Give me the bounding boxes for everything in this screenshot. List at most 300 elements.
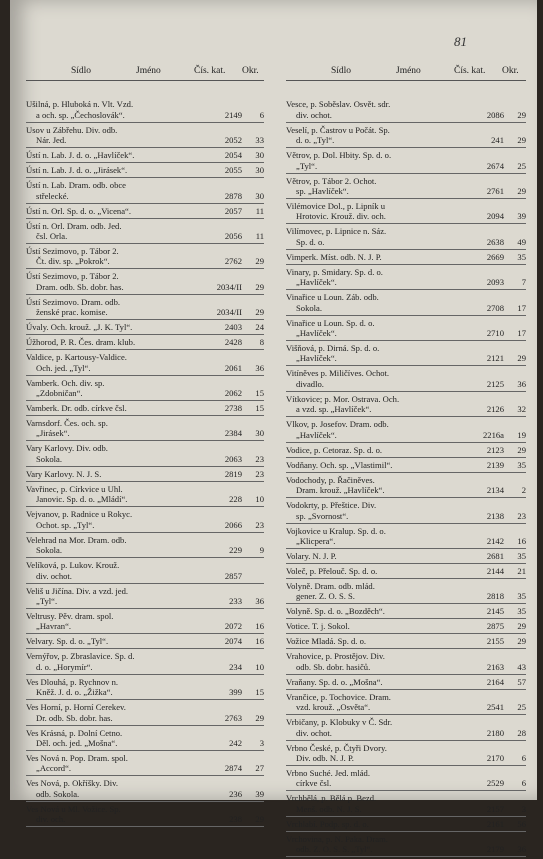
list-item [26,509,264,530]
entry-text: Hrotovic. Krouž. div. och. [296,211,386,222]
catalog-number: 2145 [486,606,504,617]
entry-text: d. o. „Tyl“. [296,135,335,146]
list-item [26,611,264,632]
entry-text: Vrbno Suché. Jed. mlád. [286,767,370,778]
entry-text: Vernýřov, p. Zbraslavice. Sp. d. [26,651,135,662]
divider [26,162,264,163]
district-number: 15 [255,403,264,414]
list-item [286,343,526,364]
catalog-number: 2072 [224,621,242,632]
divider [26,122,264,123]
district-number: 43 [517,661,526,672]
district-number: 24 [255,322,264,333]
entry-text: a och. sp. „Čechoslovák“. [36,109,125,120]
catalog-number: 2878 [224,190,242,201]
district-number: 11 [255,231,264,242]
book-page [10,0,537,855]
list-item [286,768,526,789]
entry-text: Vodice, p. Cetoraz. Sp. d. o. [286,444,383,455]
entry-text: vzd. krouž. „Osvěta“. [296,702,371,713]
entry-text: sp. „Svornost“. [296,510,349,521]
district-number: 7 [521,277,526,288]
entry-text: Velvary. Sp. d. o. „Tyl“. [26,636,109,647]
list-item [286,621,526,631]
district-number: 30 [255,190,264,201]
catalog-number: 2163 [486,661,504,672]
entry-text: Vodochody, p. Řačiněves. [286,474,375,485]
entry-text: Dr. odb. Sb. dobr. has. [36,712,113,723]
list-item [286,793,526,814]
list-item [286,819,526,829]
entry-text: Ústí Sezimovo, p. Tábor 2. [26,246,119,257]
list-item [26,418,264,439]
district-number: 35 [517,591,526,602]
entry-text: „Jirásek“. [36,428,70,439]
list-item [26,99,264,120]
divider [286,223,526,224]
catalog-number: 238 [229,814,242,825]
divider [26,750,264,751]
list-item [26,636,264,646]
entry-text: Votice. T. j. Sokol. [286,621,350,632]
entry-text: Vitíněves p. Miličíves. Ochot. [286,368,390,379]
list-item [26,560,264,581]
entry-text: Vrančice, p. Tochovice. Dram. [286,691,391,702]
list-item [286,368,526,389]
entry-text: Vrchovina, p. N. Paka. Dram. [286,833,388,844]
catalog-number: 2708 [486,302,504,313]
list-item [286,606,526,616]
entry-text: Ušilná, p. Hluboká n. Vlt. Vzd. [26,99,134,110]
district-number: 30 [255,150,264,161]
entry-text: Varnsdorf. Čes. och. sp. [26,418,108,429]
divider [286,618,526,619]
catalog-number: 2157 [486,803,504,814]
district-number: 29 [255,307,264,318]
catalog-number: 399 [229,687,242,698]
divider [26,775,264,776]
entry-text: Veselí, p. Častrov u Počát. Sp. [286,124,390,135]
entry-text: Úvaly. Och. krouž. „J. K. Tyl“. [26,322,133,333]
header-jmeno: Jméno [136,66,161,76]
entry-text: „Havlíček“. [296,277,337,288]
entry-text: Ves Nová, p. Okříšky. Div. [26,778,118,789]
divider [286,122,526,123]
entry-text: Vožice Mladá. Sp. d. o. [286,636,367,647]
catalog-number: 236 [229,788,242,799]
entry-text: „Accord“. [36,763,72,774]
entry-text: Och. jed. „Tyl“. [36,362,91,373]
list-item [26,206,264,216]
divider [286,391,526,392]
divider [26,243,264,244]
list-item [286,419,526,440]
catalog-number: 2034/II [216,281,242,292]
district-number: 21 [517,565,526,576]
district-number: 35 [517,550,526,561]
catalog-number: 242 [229,737,242,748]
district-number: 35 [517,251,526,262]
district-number: 25 [517,702,526,713]
entry-text: Nár. Jed. [36,135,67,146]
entry-text: Vojkovice u Kralup. Sp. d. o. [286,525,386,536]
entry-text: Vavřinec, p. Církvice u Uhl. [26,483,123,494]
district-number: 27 [255,763,264,774]
entry-text: Volyně. Dram. odb. mlád. [286,580,375,591]
entry-text: sp. „Havlíček“. [296,186,349,197]
divider [286,340,526,341]
list-item [26,469,264,479]
catalog-number: 2875 [486,621,504,632]
catalog-number: 2681 [486,550,504,561]
catalog-number: 2874 [224,763,242,774]
catalog-number: 2164 [486,676,504,687]
district-number: 29 [517,621,526,632]
divider [286,523,526,524]
list-item [26,352,264,373]
entry-text: div. ochot. [296,727,332,738]
divider [286,497,526,498]
entry-text: „Havran“. [36,621,72,632]
list-item [26,586,264,607]
catalog-number: 2738 [224,403,242,414]
entry-text: Vraňany. Sp. d. o. „Mošna“. [286,676,383,687]
list-item [286,150,526,171]
entry-text: Vrchbělá, p. Bělá p. Bezd. [286,793,377,804]
divider [26,608,264,609]
list-item [286,176,526,197]
catalog-number: 2086 [486,109,504,120]
district-number: 29 [255,281,264,292]
list-item [286,651,526,672]
catalog-number: 2062 [224,388,242,399]
district-number: 6 [521,752,526,763]
divider [286,831,526,832]
catalog-number: 2149 [224,109,242,120]
entry-text: Ústí n. Lab. J. d. o. „Jirásek“. [26,165,128,176]
district-number: 3 [259,737,264,748]
district-number: 16 [517,535,526,546]
list-item [286,526,526,547]
catalog-number: 2857 [224,570,242,581]
list-item [26,753,264,774]
header-okr: Okr. [242,66,259,76]
divider [286,856,526,857]
entry-text: Janovic. Sp. d. o. „Mládí“. [36,494,128,505]
divider [26,532,264,533]
entry-text: Div. odb. N. J. P. [296,752,354,763]
entry-text: Ves Nová u Ml. Vožice. Sp. [26,803,121,814]
entry-text: střelecké. [36,190,69,201]
entry-text: Velehrad na Mor. Dram. odb. [26,534,127,545]
catalog-number: 2057 [224,205,242,216]
entry-text: Větrov, p. Tábor 2. Ochot. [286,175,377,186]
catalog-number: 2216a [482,429,504,440]
entry-text: Ústí Sezimovo, p. Tábor 2. [26,271,119,282]
divider [26,319,264,320]
list-item [26,150,264,160]
catalog-number: 234 [229,661,242,672]
catalog-number: 2384 [224,428,242,439]
list-item [286,267,526,288]
divider [286,173,526,174]
entry-text: Vrahovice, p. Prostějov. Div. [286,651,385,662]
entry-text: ženské prac. komise. [36,307,108,318]
divider [286,416,526,417]
divider [286,563,526,564]
district-number: 29 [255,256,264,267]
list-item [26,337,264,347]
entry-text: Vamberk. Dr. odb. církve čsl. [26,403,127,414]
catalog-number: 233 [229,595,242,606]
list-item [26,322,264,332]
entry-text: „Tyl“. [36,595,58,606]
entry-text: „Tyl“. [296,160,318,171]
catalog-number: 2074 [224,636,242,647]
district-number: 36 [255,362,264,373]
divider [26,648,264,649]
divider [26,147,264,148]
list-item [286,318,526,339]
entry-text: Sokola. [36,545,63,556]
entry-text: odb. Sb. dobr. hasičů. [296,661,371,672]
entry-text: Vejvanov, p. Radnice u Rokyc. [26,509,133,520]
district-number: 23 [255,468,264,479]
list-item [26,271,264,292]
district-number: 36 [517,378,526,389]
entry-text: Sp. d. o. [296,236,325,247]
entry-text: Sokola. [36,453,63,464]
entry-text: Ochot. sp. „Tyl“. [36,519,95,530]
entry-text: Ves Horní, p. Horní Cerekev. [26,702,126,713]
divider [286,457,526,458]
entry-text: Vrchlabí. Podp. sp. d. o. [286,818,369,829]
district-number: 28 [517,727,526,738]
entry-text: Veliš u Jičína. Div. a vzd. jed. [26,585,129,596]
list-item [26,246,264,267]
list-item [26,778,264,799]
divider [26,294,264,295]
entry-text: d. o. „Horymír“. [36,661,93,672]
list-item [26,651,264,672]
entry-text: Ústí n. Lab. Dram. odb. obce [26,180,126,191]
catalog-number: 2093 [486,277,504,288]
catalog-number: 2403 [224,322,242,333]
list-item [26,804,264,825]
divider [286,790,526,791]
catalog-number: 229 [229,545,242,556]
district-number: 9 [259,545,264,556]
divider [286,264,526,265]
district-number: 15 [255,687,264,698]
divider [286,147,526,148]
list-item [286,743,526,764]
district-number: 8 [259,337,264,348]
district-number: 11 [255,205,264,216]
district-number: 49 [517,236,526,247]
entry-text: Veltrusy. Pěv. dram. spol. [26,610,114,621]
catalog-number: 2063 [224,453,242,464]
catalog-number: 2761 [486,186,504,197]
divider [286,198,526,199]
divider [286,578,526,579]
list-item [26,484,264,505]
catalog-number: 2541 [486,702,504,713]
district-number: 2 [521,485,526,496]
page-number: 81 [454,34,467,49]
list-item [286,692,526,713]
catalog-number: 2134 [486,485,504,496]
catalog-number: 2180 [486,727,504,738]
entry-text: „Klicpera“. [296,535,336,546]
list-item [286,226,526,247]
catalog-number: 2126 [486,404,504,415]
list-item [286,566,526,576]
district-number: 32 [517,404,526,415]
entry-text: Vimperk. Míst. odb. N. J. P. [286,251,382,262]
district-number: 29 [517,636,526,647]
entry-text: gener. Z. O. S. S. [296,591,355,602]
district-number: 35 [517,459,526,470]
catalog-number: 2710 [486,328,504,339]
district-number: 36 [255,595,264,606]
entry-text: Valdice, p. Kartousy-Valdice. [26,352,127,363]
header-jmeno: Jméno [396,66,421,76]
catalog-number: 228 [229,494,242,505]
district-number: 33 [255,135,264,146]
column-header [26,66,264,81]
divider [286,365,526,366]
entry-text: Ústí n. Lab. J. d. o. „Havlíček“. [26,150,135,161]
header-okr: Okr. [502,66,519,76]
district-number: 39 [255,788,264,799]
list-item [26,378,264,399]
entry-text: div. och. [36,814,66,825]
district-number: 19 [517,429,526,440]
entry-text: čsl. Orla. [36,231,68,242]
list-item [286,475,526,496]
entry-text: Volary. N. J. P. [286,550,337,561]
divider [286,289,526,290]
divider [286,548,526,549]
entry-text: Dram. odb. Sb. dobr. has. [36,281,124,292]
list-item [286,834,526,855]
divider [26,801,264,802]
divider [26,349,264,350]
list-item [286,394,526,415]
divider [26,557,264,558]
entry-text: Vilémovice Dol., p. Lipník u [286,201,386,212]
district-number: 29 [517,186,526,197]
catalog-number: 2061 [224,362,242,373]
divider [286,249,526,250]
left-entries [26,99,264,827]
entry-text: Vodokrty, p. Přeštice. Div. [286,500,377,511]
divider [286,674,526,675]
divider [26,826,264,827]
divider [286,689,526,690]
entry-text: Čt. div. sp. „Pokrok“. [36,256,110,267]
district-number: 23 [255,519,264,530]
divider [286,603,526,604]
catalog-number: 2094 [486,211,504,222]
header-cis-kat: Čís. kat. [454,66,486,76]
entry-text: odb. Sokola. [36,788,80,799]
list-item [286,500,526,521]
entry-text: Vlkov, p. Josefov. Dram. odb. [286,419,389,430]
district-number: 36 [517,844,526,855]
entry-text: Vary Karlovy. Div. odb. [26,443,108,454]
divider [26,674,264,675]
entry-text: Vamberk. Och. div. sp. [26,377,105,388]
catalog-number: 241 [491,135,504,146]
divider [26,466,264,467]
list-item [286,677,526,687]
list-item [26,443,264,464]
entry-text: Úžhorod, P. R. Čes. dram. klub. [26,337,136,348]
catalog-number: 2763 [224,712,242,723]
divider [286,816,526,817]
district-number: 16 [255,636,264,647]
list-item [286,252,526,262]
column-header [286,66,526,81]
entry-text: Menš. odb. N. J. S. [296,803,362,814]
district-number: 23 [517,510,526,521]
district-number: 29 [517,353,526,364]
divider [26,218,264,219]
divider [286,714,526,715]
list-item [286,292,526,313]
district-number: 30 [255,165,264,176]
district-number: 25 [517,160,526,171]
district-number: 29 [255,712,264,723]
list-item [286,445,526,455]
district-number: 15 [255,388,264,399]
catalog-number: 2638 [486,236,504,247]
list-item [286,636,526,646]
entry-text: Ústí Sezimovo. Dram. odb. [26,296,121,307]
entry-text: Voleč, p. Přelouč. Sp. d. o. [286,565,378,576]
catalog-number: 2121 [486,353,504,364]
catalog-number: 2179 [486,844,504,855]
entry-text: Ústí n. Orl. Sp. d. o. „Vicena“. [26,205,131,216]
district-number: 30 [255,428,264,439]
entry-text: Vinařice u Loun. Sp. d. o. [286,317,375,328]
list-item [26,125,264,146]
district-number: 10 [255,494,264,505]
district-number: 17 [517,328,526,339]
entry-text: divadlo. [296,378,324,389]
entry-text: Vrbičany, p. Klobuky v Č. Sdr. [286,717,393,728]
divider [26,699,264,700]
catalog-number: 2669 [486,251,504,262]
divider [26,375,264,376]
district-number: 39 [517,211,526,222]
catalog-number: 2142 [486,535,504,546]
list-item [26,297,264,318]
catalog-number: 2819 [224,468,242,479]
entry-text: „Havlíček“. [296,328,337,339]
catalog-number: 2052 [224,135,242,146]
entry-text: div. ochot. [296,109,332,120]
catalog-number: 2428 [224,337,242,348]
divider [286,648,526,649]
divider [26,400,264,401]
district-number: 56 [517,818,526,829]
left-column [26,66,264,829]
list-item [26,165,264,175]
header-cis-kat: Čís. kat. [194,66,226,76]
